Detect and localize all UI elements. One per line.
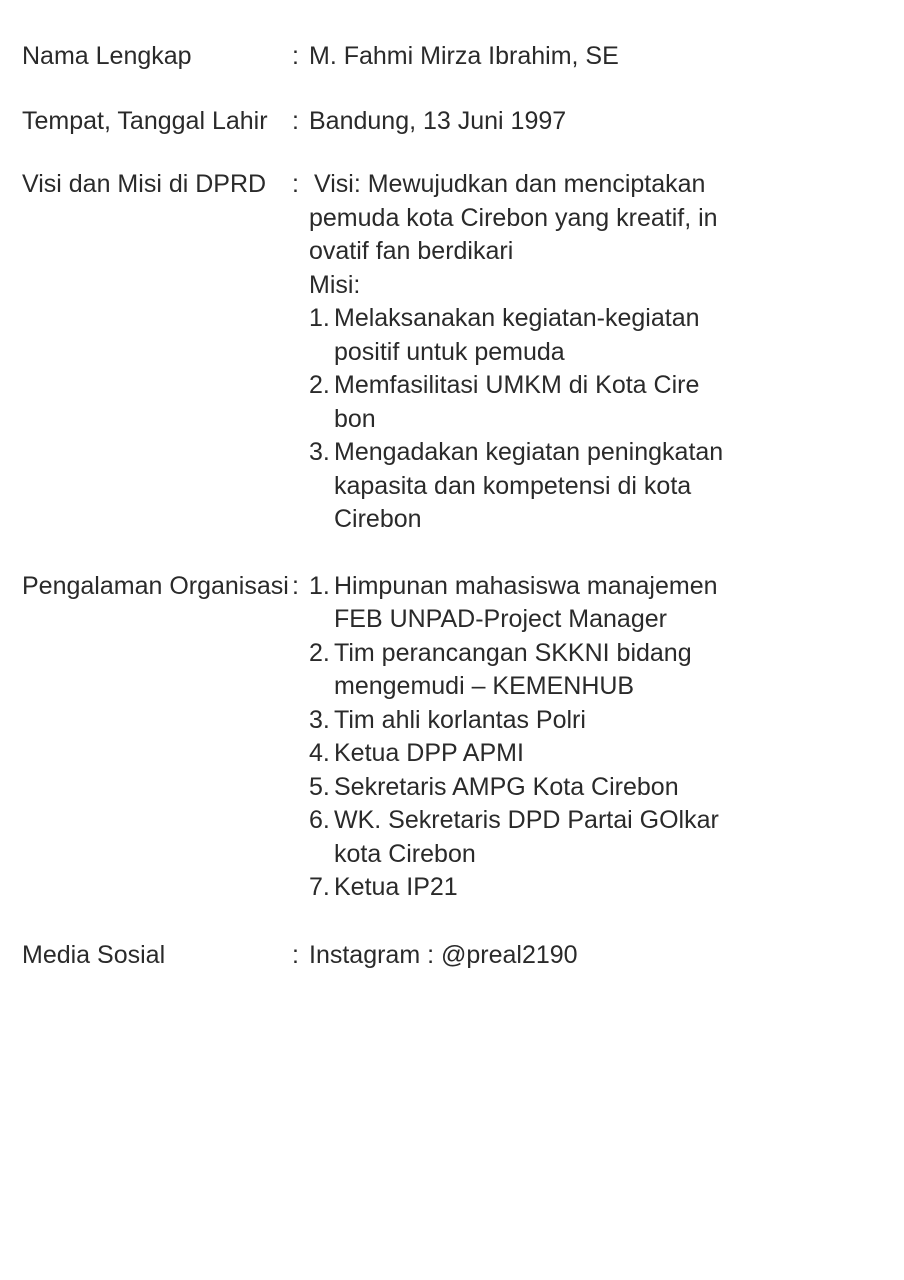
visi-line: Visi: Mewujudkan dan menciptakan xyxy=(314,170,706,198)
pengalaman-list xyxy=(309,570,904,905)
list-item-number: 6. xyxy=(309,806,330,834)
list-item-line: bon xyxy=(334,404,376,433)
list-item-number: 2. xyxy=(309,638,330,667)
list-item-line: Ketua IP21 xyxy=(334,873,458,901)
list-item-number: 3. xyxy=(309,438,330,466)
field-row-visi-misi xyxy=(0,168,904,537)
list-item xyxy=(309,737,904,771)
colon-separator: : xyxy=(292,940,299,969)
list-item xyxy=(309,302,904,369)
list-item-line: WK. Sekretaris DPD Partai GOlkar xyxy=(334,806,719,834)
colon-separator: : xyxy=(292,571,299,600)
list-item xyxy=(309,704,904,738)
list-item-number: 7. xyxy=(309,873,330,901)
field-value xyxy=(309,40,904,74)
misi-list xyxy=(309,302,904,537)
field-row-pengalaman-organisasi xyxy=(0,570,904,905)
list-item xyxy=(309,369,904,436)
list-item-line: Tim perancangan SKKNI bidang xyxy=(334,638,692,667)
list-item-lines xyxy=(334,871,904,905)
list-item-lines xyxy=(334,771,904,805)
field-value xyxy=(309,570,904,905)
list-item-lines xyxy=(334,704,904,738)
list-item-lines xyxy=(334,436,904,537)
list-item-line: Melaksanakan kegiatan-kegiatan xyxy=(334,304,700,332)
field-value xyxy=(309,105,904,139)
list-item xyxy=(309,804,904,871)
list-item-line: Memfasilitasi UMKM di Kota Cire xyxy=(334,371,700,399)
field-label: Tempat, Tanggal Lahir xyxy=(22,106,268,135)
list-item-line: Himpunan mahasiswa manajemen xyxy=(334,571,718,600)
colon-separator: : xyxy=(292,42,299,70)
field-row-nama-lengkap xyxy=(0,40,904,74)
colon-separator: : xyxy=(292,106,299,135)
list-item-number: 3. xyxy=(309,705,330,734)
list-item-line: mengemudi – KEMENHUB xyxy=(334,672,635,700)
field-row-media-sosial xyxy=(0,939,904,973)
list-item-line: Cirebon xyxy=(334,505,422,533)
field-value xyxy=(309,168,904,537)
list-item-line: Mengadakan kegiatan peningkatan xyxy=(334,438,724,466)
visi-line: ovatif fan berdikari xyxy=(309,237,514,265)
list-item-number: 1. xyxy=(309,571,330,600)
list-item-number: 1. xyxy=(309,304,330,332)
list-item-line: kota Cirebon xyxy=(334,839,476,868)
list-item-number: 4. xyxy=(309,739,330,767)
list-item-lines xyxy=(334,804,904,871)
field-label: Pengalaman Organisasi xyxy=(22,571,289,600)
list-item xyxy=(309,637,904,704)
list-item-number: 2. xyxy=(309,371,330,399)
visi-line: pemuda kota Cirebon yang kreatif, in xyxy=(309,203,718,232)
list-item-line: Sekretaris AMPG Kota Cirebon xyxy=(334,772,679,801)
list-item-lines xyxy=(334,369,904,436)
field-label: Visi dan Misi di DPRD xyxy=(22,170,267,198)
list-item-lines xyxy=(334,737,904,771)
list-item xyxy=(309,771,904,805)
list-item-line: Ketua DPP APMI xyxy=(334,739,524,767)
list-item-lines xyxy=(334,570,904,637)
list-item-lines xyxy=(334,302,904,369)
list-item-line: FEB UNPAD-Project Manager xyxy=(334,605,667,633)
field-value-text: Bandung, 13 Juni 1997 xyxy=(309,106,567,135)
list-item xyxy=(309,871,904,905)
list-item-number: 5. xyxy=(309,772,330,801)
list-item-line: Tim ahli korlantas Polri xyxy=(334,705,586,734)
field-value-text: M. Fahmi Mirza Ibrahim, SE xyxy=(309,42,619,70)
list-item-line: kapasita dan kompetensi di kota xyxy=(334,471,692,500)
list-item xyxy=(309,436,904,537)
list-item-line: positif untuk pemuda xyxy=(334,337,565,366)
colon-separator: : xyxy=(292,170,299,198)
list-item xyxy=(309,570,904,637)
field-label: Nama Lengkap xyxy=(22,42,192,70)
field-row-tempat-tanggal-lahir xyxy=(0,105,904,139)
field-label: Media Sosial xyxy=(22,940,166,969)
field-value xyxy=(309,939,904,973)
misi-header: Misi: xyxy=(309,270,361,299)
field-value-text: Instagram : @preal2190 xyxy=(309,940,578,969)
list-item-lines xyxy=(334,637,904,704)
